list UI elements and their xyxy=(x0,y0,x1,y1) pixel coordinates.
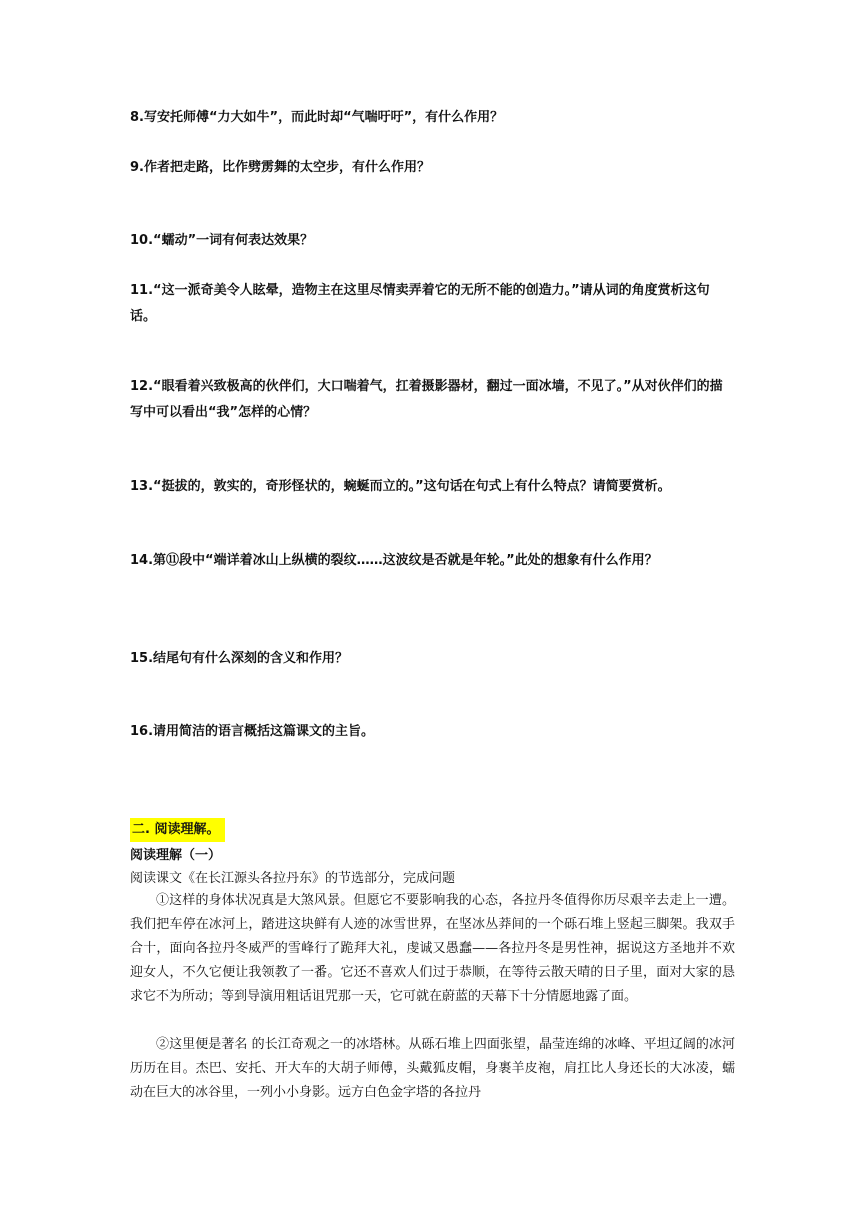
question-11: 11.“这一派奇美令人眩晕，造物主在这里尽情卖弄着它的无所不能的创造力。”请从词的角度赏析这句话。 xyxy=(130,283,710,324)
passage-paragraph-1: ①这样的身体状况真是大煞风景。但愿它不要影响我的心态，各拉丹冬值得你历尽艰辛去走上一遭。我们把车停在冰河上，踏进这块鲜有人迹的冰雪世界，在坚冰丛莽间的一个砾石堆上竖起三脚架。我双手合十，面向各拉丹冬威严的雪峰行了跪拜大礼，虔诚又愚蠢——各拉丹冬是男性神，据说这方圣地并不欢迎女人，不久它便让我领教了一番。它还不喜欢人们过于恭顺，在等待云散天晴的日子里，面对大家的恳求它不为所动；等到导演用粗话诅咒那一天，它可就在蔚蓝的天幕下十分情愿地露了面。 xyxy=(130,893,735,1004)
section-heading: 二. 阅读理解。 xyxy=(130,818,225,842)
question-8: 8.写安托师傅“力大如牛”，而此时却“气喘吁吁”，有什么作用？ xyxy=(130,110,504,125)
question-13: 13.“挺拔的，敦实的，奇形怪状的，蜿蜒而立的。”这句话在句式上有什么特点？请简要赏析。 xyxy=(130,479,671,494)
question-14: 14.第⑪段中“端详着冰山上纵横的裂纹……这波纹是否就是年轮。”此处的想象有什么作用？ xyxy=(130,553,658,568)
passage-paragraph-2: ②这里便是著名 的长江奇观之一的冰塔林。从砾石堆上四面张望，晶莹连绵的冰峰、平坦辽阔的冰河历历在目。杰巴、安托、开大车的大胡子师傅，头戴狐皮帽，身裹羊皮袍，肩扛比人身还长的大冰凌，蠕动在巨大的冰谷里，一列小小身影。远方白色金字塔的各拉丹 xyxy=(130,1037,735,1100)
question-9: 9.作者把走路，比作劈雳舞的太空步，有什么作用？ xyxy=(130,160,430,175)
section-subheading: 阅读理解（一） xyxy=(130,848,222,863)
question-12: 12.“眼看着兴致极高的伙伴们，大口喘着气，扛着摄影器材，翻过一面冰墙，不见了。”从对伙伴们的描写中可以看出“我”怎样的心情？ xyxy=(130,379,723,420)
question-10: 10.“蠕动”一词有何表达效果？ xyxy=(130,233,314,248)
question-15: 15.结尾句有什么深刻的含义和作用？ xyxy=(130,651,349,666)
question-16: 16.请用简洁的语言概括这篇课文的主旨。 xyxy=(130,724,375,739)
reading-instruction: 阅读课文《在长江源头各拉丹东》的节选部分，完成问题 xyxy=(130,871,456,886)
